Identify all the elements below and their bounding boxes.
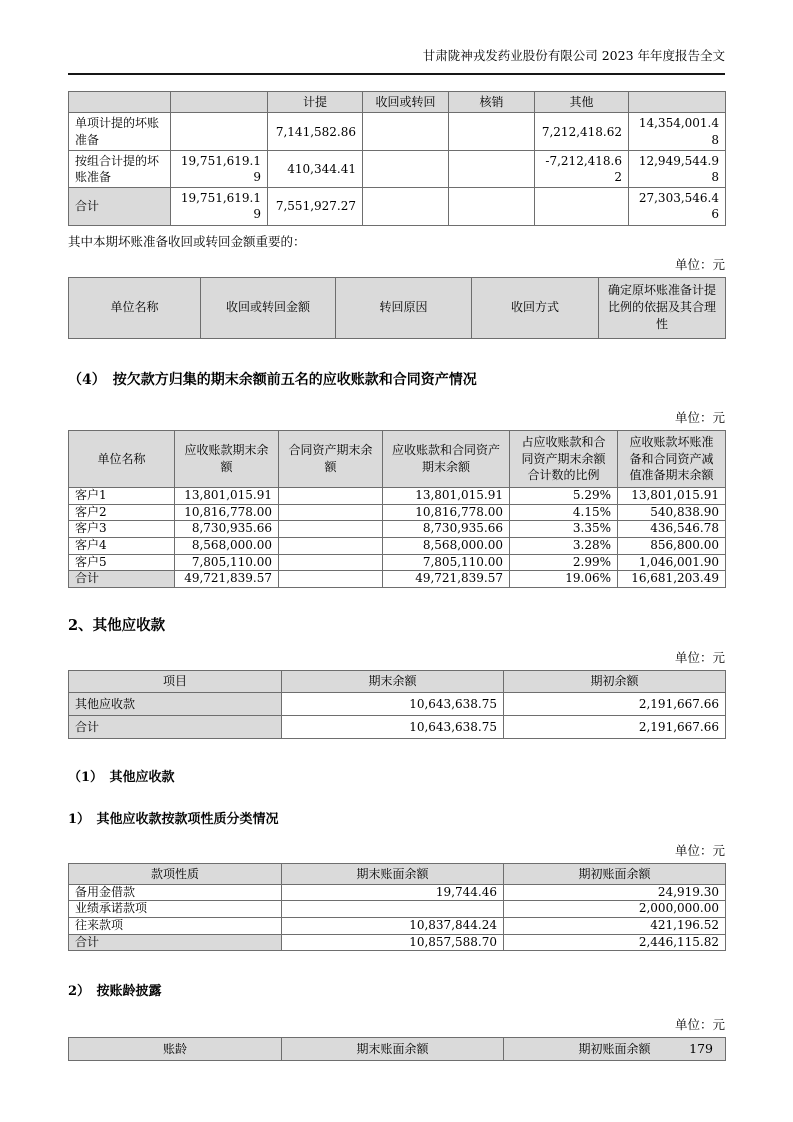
value-cell: 10,857,588.70 (282, 934, 504, 951)
row-label-cell: 客户4 (69, 537, 175, 554)
col-header-cell: 收回或转回 (363, 92, 449, 113)
row-label-cell: 合计 (69, 934, 282, 951)
subsection-title-nature: 1） 其他应收款按款项性质分类情况 (68, 811, 279, 827)
subsection-title-aging: 2） 按账龄披露 (68, 984, 162, 1000)
row-label-cell: 客户1 (69, 488, 175, 505)
value-cell: 2,191,667.66 (504, 715, 726, 738)
table-row (69, 521, 726, 538)
value-cell: 14,354,001.48 (629, 113, 726, 150)
value-cell: 8,730,935.66 (383, 521, 510, 538)
value-cell: 2,446,115.82 (504, 934, 726, 951)
row-label-cell: 业绩承诺款项 (69, 901, 282, 918)
col-header-cell: 期初账面余额 (504, 1038, 726, 1061)
recovery-note: 其中本期坏账准备收回或转回金额重要的： (68, 233, 306, 249)
report-header-title: 甘肃陇神戎发药业股份有限公司 2023 年年度报告全文 (422, 48, 725, 63)
col-header-cell: 收回或转回金额 (201, 277, 336, 338)
value-cell: 2,000,000.00 (504, 901, 726, 918)
value-cell: 7,141,582.86 (268, 113, 363, 150)
value-cell: 2,191,667.66 (504, 692, 726, 715)
aging-table (68, 1037, 726, 1061)
value-cell: 8,568,000.00 (383, 537, 510, 554)
col-header-cell: 应收账款坏账准备和合同资产减值准备期末余额 (618, 430, 726, 487)
table-row (69, 918, 726, 935)
table-row (69, 901, 726, 918)
col-header-cell: 期末余额 (282, 670, 504, 692)
value-cell: 13,801,015.91 (175, 488, 279, 505)
value-cell: -7,212,418.62 (535, 150, 629, 187)
col-header-cell: 计提 (268, 92, 363, 113)
top5-receivables-table (68, 430, 726, 588)
col-header-cell (69, 92, 171, 113)
col-header-cell: 合同资产期末余额 (279, 430, 383, 487)
value-cell: 12,949,544.98 (629, 150, 726, 187)
col-header-cell: 项目 (69, 670, 282, 692)
unit-label: 单位：元 (674, 842, 725, 858)
table-row (69, 504, 726, 521)
unit-label: 单位：元 (674, 649, 725, 665)
col-header-cell: 单位名称 (69, 277, 201, 338)
total-row (69, 715, 726, 738)
table-header-row (69, 277, 726, 338)
col-header-cell: 占应收账款和合同资产期末余额合计数的比例 (510, 430, 618, 487)
value-cell: 5.29% (510, 488, 618, 505)
value-cell: 421,196.52 (504, 918, 726, 935)
value-cell: 7,212,418.62 (535, 113, 629, 150)
receivables-by-nature-table (68, 863, 726, 952)
value-cell (449, 188, 535, 225)
value-cell: 10,837,844.24 (282, 918, 504, 935)
row-label-cell: 合计 (69, 571, 175, 588)
value-cell (363, 150, 449, 187)
table-row (69, 150, 726, 187)
total-row (69, 188, 726, 225)
value-cell (171, 113, 268, 150)
value-cell: 4.15% (510, 504, 618, 521)
header-divider (68, 73, 725, 75)
value-cell (363, 188, 449, 225)
value-cell: 19,744.46 (282, 884, 504, 901)
col-header-cell: 转回原因 (336, 277, 472, 338)
value-cell: 49,721,839.57 (383, 571, 510, 588)
unit-label: 单位：元 (674, 409, 725, 425)
bad-debt-changes-table (68, 91, 726, 225)
value-cell: 27,303,546.46 (629, 188, 726, 225)
value-cell: 436,546.78 (618, 521, 726, 538)
table-row (69, 488, 726, 505)
value-cell: 7,551,927.27 (268, 188, 363, 225)
value-cell: 24,919.30 (504, 884, 726, 901)
value-cell: 8,568,000.00 (175, 537, 279, 554)
unit-label: 单位：元 (674, 256, 725, 272)
value-cell: 13,801,015.91 (618, 488, 726, 505)
col-header-cell: 应收账款和合同资产期末余额 (383, 430, 510, 487)
value-cell (279, 537, 383, 554)
col-header-cell: 期初余额 (504, 670, 726, 692)
table-header-row (69, 670, 726, 692)
col-header-cell: 核销 (449, 92, 535, 113)
col-header-cell: 单位名称 (69, 430, 175, 487)
value-cell (449, 113, 535, 150)
value-cell: 19,751,619.19 (171, 188, 268, 225)
table-row (69, 537, 726, 554)
total-row (69, 934, 726, 951)
table-header-row (69, 1038, 726, 1061)
value-cell: 7,805,110.00 (383, 554, 510, 571)
value-cell: 7,805,110.00 (175, 554, 279, 571)
value-cell: 16,681,203.49 (618, 571, 726, 588)
table-row (69, 692, 726, 715)
page-number: 179 (689, 1041, 713, 1056)
value-cell: 13,801,015.91 (383, 488, 510, 505)
row-label-cell: 往来款项 (69, 918, 282, 935)
value-cell: 10,816,778.00 (175, 504, 279, 521)
value-cell: 856,800.00 (618, 537, 726, 554)
row-label-cell: 单项计提的坏账准备 (69, 113, 171, 150)
row-label-cell: 其他应收款 (69, 692, 282, 715)
value-cell (535, 188, 629, 225)
value-cell (279, 488, 383, 505)
row-label-cell: 合计 (69, 715, 282, 738)
total-row (69, 571, 726, 588)
col-header-cell: 期末账面余额 (282, 863, 504, 884)
value-cell: 19.06% (510, 571, 618, 588)
row-label-cell: 客户2 (69, 504, 175, 521)
table-header-row (69, 92, 726, 113)
value-cell: 410,344.41 (268, 150, 363, 187)
section-title-top5: （4） 按欠款方归集的期末余额前五名的应收账款和合同资产情况 (68, 371, 477, 388)
row-label-cell: 备用金借款 (69, 884, 282, 901)
col-header-cell (629, 92, 726, 113)
value-cell (279, 521, 383, 538)
table-row (69, 113, 726, 150)
col-header-cell: 其他 (535, 92, 629, 113)
value-cell (363, 113, 449, 150)
table-header-row (69, 430, 726, 487)
subsection-title-other-receivables: （1） 其他应收款 (68, 769, 175, 785)
value-cell: 49,721,839.57 (175, 571, 279, 588)
value-cell: 3.35% (510, 521, 618, 538)
value-cell: 540,838.90 (618, 504, 726, 521)
col-header-cell: 确定原坏账准备计提比例的依据及其合理性 (599, 277, 726, 338)
value-cell: 1,046,001.90 (618, 554, 726, 571)
value-cell: 10,816,778.00 (383, 504, 510, 521)
value-cell (279, 504, 383, 521)
value-cell (449, 150, 535, 187)
row-label-cell: 客户3 (69, 521, 175, 538)
value-cell (282, 901, 504, 918)
table-row (69, 554, 726, 571)
value-cell: 3.28% (510, 537, 618, 554)
col-header-cell (171, 92, 268, 113)
col-header-cell: 款项性质 (69, 863, 282, 884)
value-cell: 2.99% (510, 554, 618, 571)
value-cell: 10,643,638.75 (282, 715, 504, 738)
recovery-reversal-table (68, 277, 726, 339)
col-header-cell: 账龄 (69, 1038, 282, 1061)
col-header-cell: 期末账面余额 (282, 1038, 504, 1061)
value-cell: 8,730,935.66 (175, 521, 279, 538)
col-header-cell: 应收账款期末余额 (175, 430, 279, 487)
row-label-cell: 按组合计提的坏账准备 (69, 150, 171, 187)
table-header-row (69, 863, 726, 884)
value-cell (279, 571, 383, 588)
value-cell (279, 554, 383, 571)
col-header-cell: 收回方式 (472, 277, 599, 338)
value-cell: 19,751,619.19 (171, 150, 268, 187)
row-label-cell: 合计 (69, 188, 171, 225)
section-title-other-receivables: 2、其他应收款 (68, 616, 166, 634)
row-label-cell: 客户5 (69, 554, 175, 571)
col-header-cell: 期初账面余额 (504, 863, 726, 884)
unit-label: 单位：元 (674, 1017, 725, 1033)
value-cell: 10,643,638.75 (282, 692, 504, 715)
other-receivables-summary-table (68, 670, 726, 739)
table-row (69, 884, 726, 901)
